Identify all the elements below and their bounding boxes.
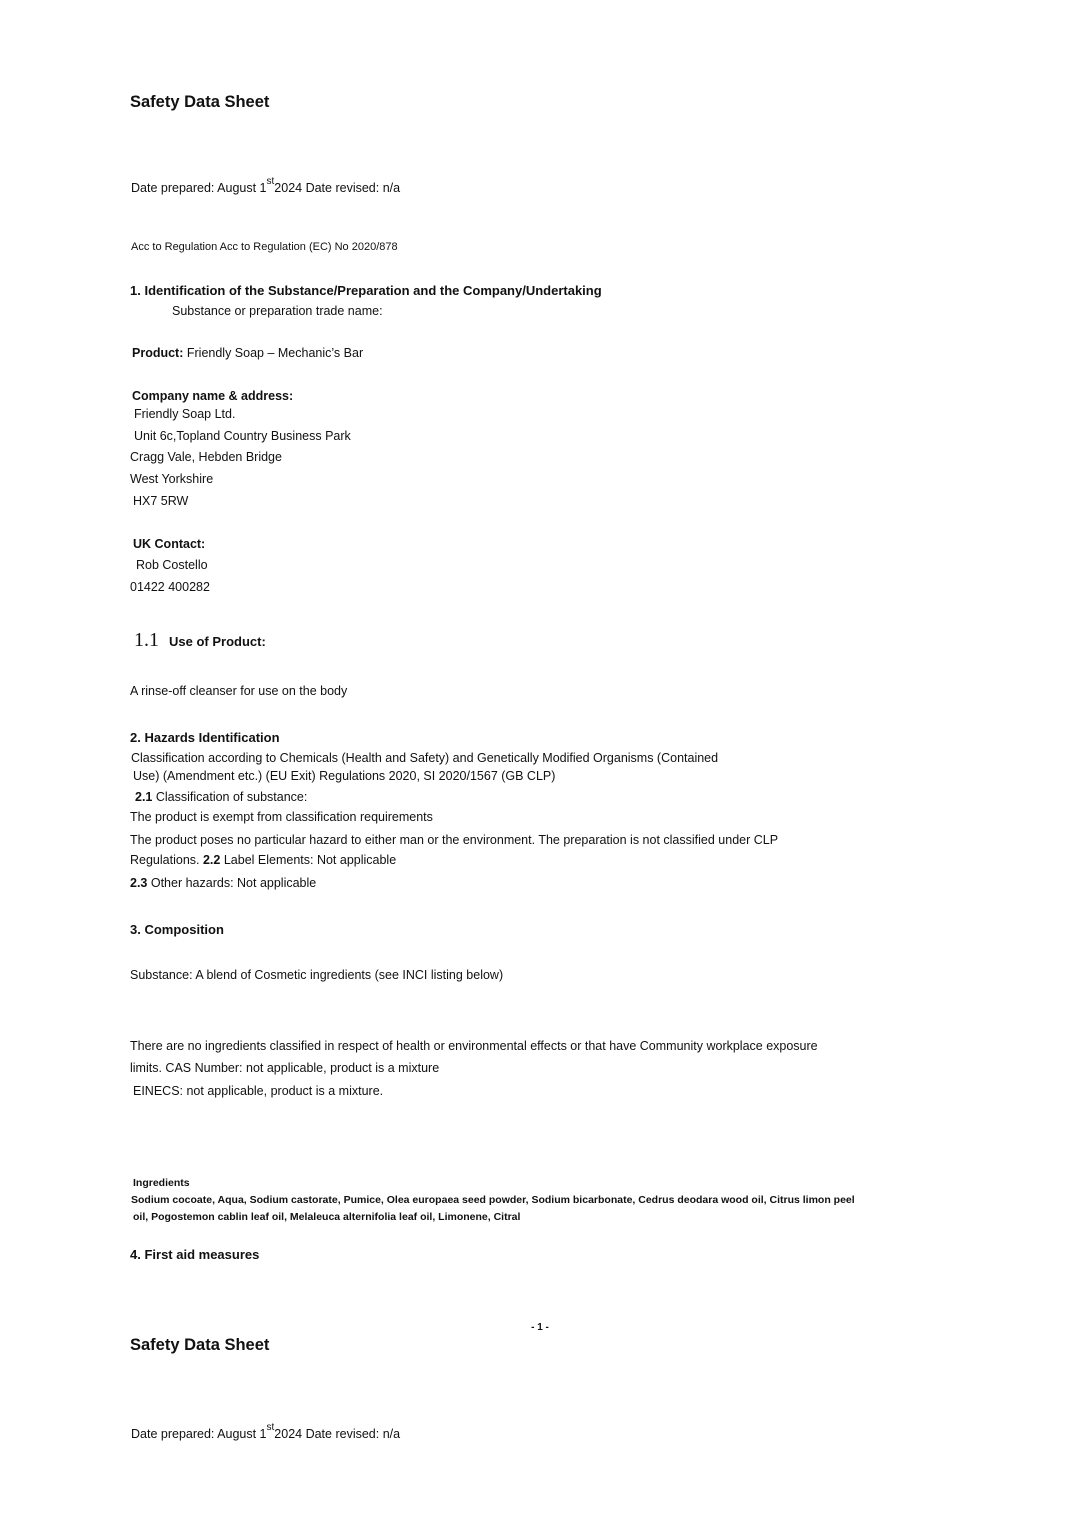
contact-phone: 01422 400282	[130, 580, 210, 594]
section-2-heading: 2. Hazards Identification	[130, 730, 280, 745]
date-superscript: st	[266, 1422, 275, 1433]
product-line	[132, 346, 363, 361]
product-value: Friendly Soap – Mechanic’s Bar	[183, 346, 364, 360]
section-1-1-heading	[134, 629, 266, 651]
address-line: West Yorkshire	[130, 472, 214, 486]
section-4-heading: 4. First aid measures	[130, 1247, 260, 1262]
date-revised-text: 2024 Date revised: n/a	[274, 181, 401, 195]
page-title: Safety Data Sheet	[130, 1336, 270, 1354]
product-label: Product:	[132, 346, 184, 360]
section-2-2-number: 2.2	[202, 853, 221, 867]
date-superscript: st	[266, 176, 275, 187]
date-revised-text: 2024 Date revised: n/a	[274, 1427, 401, 1441]
section-1-heading: 1. Identification of the Substance/Preparation and the Company/Undertaking	[130, 283, 602, 298]
address-line: Friendly Soap Ltd.	[134, 407, 236, 421]
contact-name: Rob Costello	[136, 558, 208, 572]
date-prepared-text: Date prepared: August 1	[131, 1427, 267, 1441]
classification-line: Classification according to Chemicals (Health and Safety) and Genetically Modified Organisms (Contained	[131, 751, 719, 765]
page-title: Safety Data Sheet	[130, 93, 270, 111]
date-prepared-text: Date prepared: August 1	[131, 181, 267, 195]
section-3-heading: 3. Composition	[130, 922, 224, 937]
ingredients-line: oil, Pogostemon cablin leaf oil, Melaleuca alternifolia leaf oil, Limonene, Citral	[133, 1211, 521, 1223]
no-classified-line: There are no ingredients classified in respect of health or environmental effects or that have Community workplace exposure	[130, 1039, 818, 1053]
address-line: HX7 5RW	[133, 494, 189, 508]
section-2-2-text: Label Elements: Not applicable	[220, 853, 397, 867]
hazard-line-2	[130, 853, 396, 868]
date-line	[131, 1422, 401, 1443]
use-of-product-text: A rinse-off cleanser for use on the body	[130, 684, 348, 698]
date-line	[131, 176, 401, 197]
section-2-3-line	[130, 876, 316, 891]
ingredients-heading: Ingredients	[133, 1177, 190, 1189]
company-heading: Company name & address:	[132, 389, 294, 403]
section-2-1-number: 2.1	[135, 790, 153, 804]
section-2-3-number: 2.3	[130, 876, 148, 890]
regulations-text: Regulations.	[130, 853, 203, 867]
no-classified-line: EINECS: not applicable, product is a mixture.	[133, 1084, 384, 1098]
substance-line: Substance: A blend of Cosmetic ingredients (see INCI listing below)	[130, 968, 504, 982]
section-2-3-text: Other hazards: Not applicable	[147, 876, 317, 890]
address-line: Cragg Vale, Hebden Bridge	[130, 450, 282, 464]
section-1-1-number: 1.1	[134, 629, 159, 651]
regulation-line: Acc to Regulation Acc to Regulation (EC) No 2020/878	[131, 241, 398, 253]
ingredients-line: Sodium cocoate, Aqua, Sodium castorate, Pumice, Olea europaea seed powder, Sodium bicarbonate, Cedrus deodara wood oil, Citrus limon peel	[131, 1194, 855, 1206]
hazard-line: The product poses no particular hazard to either man or the environment. The preparation is not classified under CLP	[130, 833, 779, 847]
section-2-1-line	[135, 790, 307, 805]
classification-line: Use) (Amendment etc.) (EU Exit) Regulations 2020, SI 2020/1567 (GB CLP)	[133, 769, 556, 783]
trade-name-label: Substance or preparation trade name:	[172, 304, 383, 318]
section-2-1-text: Classification of substance:	[152, 790, 308, 804]
no-classified-line: limits. CAS Number: not applicable, product is a mixture	[130, 1061, 440, 1075]
uk-contact-heading: UK Contact:	[133, 537, 206, 551]
exempt-line: The product is exempt from classification requirements	[130, 810, 433, 824]
page-number: - 1 -	[531, 1322, 549, 1333]
address-line: Unit 6c,Topland Country Business Park	[134, 429, 351, 443]
section-1-1-label: Use of Product:	[169, 634, 266, 649]
